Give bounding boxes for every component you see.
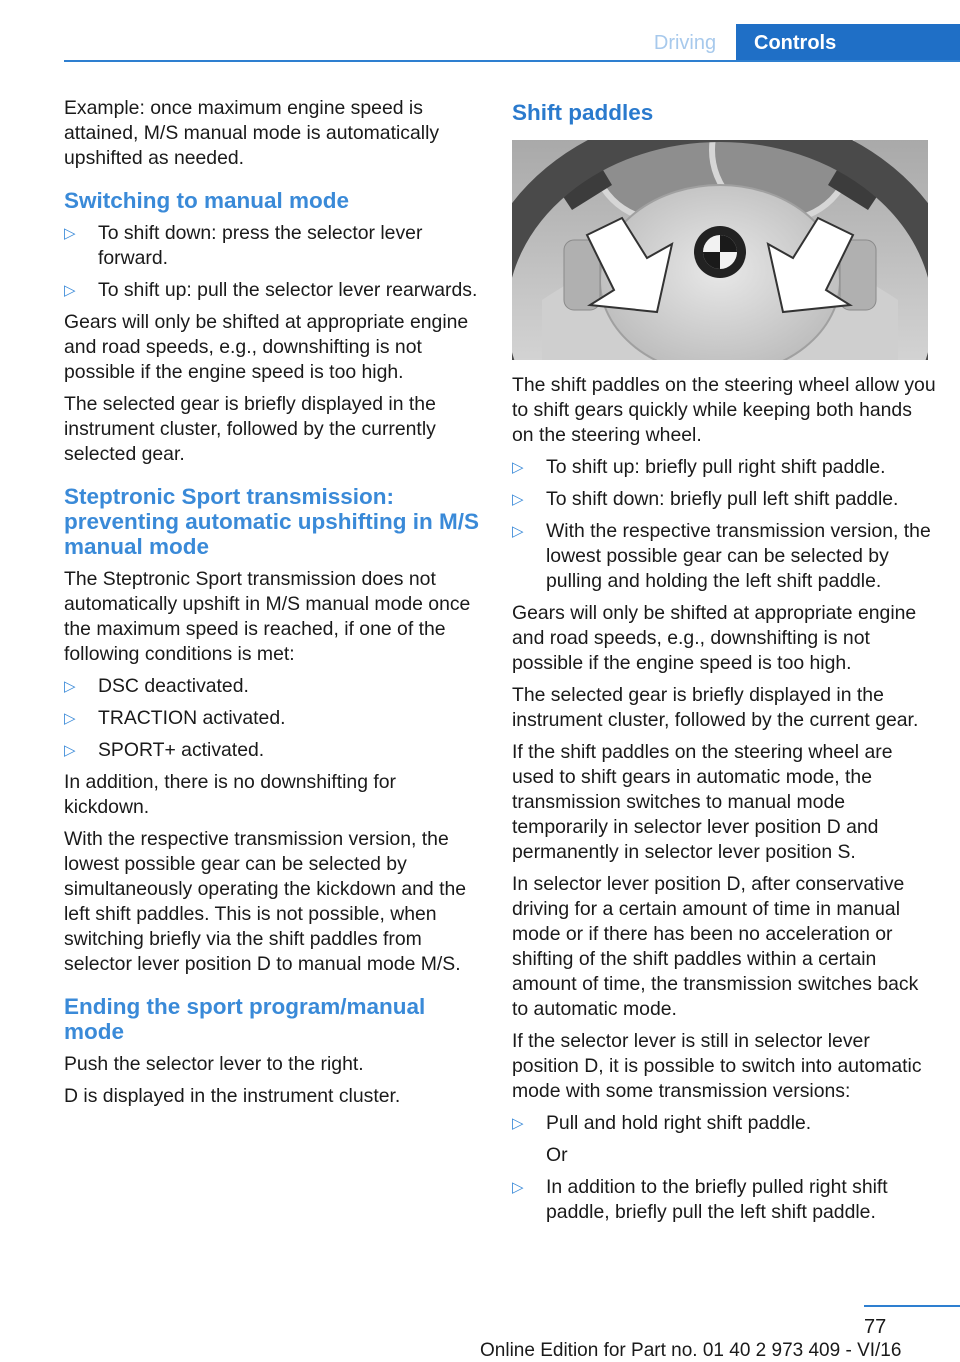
shift-paddles-paragraph-1: The shift paddles on the steering wheel allow you to shift gears quickly while keeping both hands on the steering wheel. bbox=[512, 374, 936, 446]
list-item: ▷ Pull and hold right shift paddle. Or bbox=[512, 1111, 936, 1168]
shift-paddles-list bbox=[512, 455, 936, 594]
footer-rule bbox=[864, 1305, 960, 1307]
triangle-bullet-icon: ▷ bbox=[512, 459, 524, 476]
shift-paddles-paragraph-6: If the selector lever is still in selector lever position D, it is possible to switch into automatic mode with some transmission versions: bbox=[512, 1030, 922, 1102]
heading-ending-sport-program: Ending the sport program/manual mode bbox=[64, 994, 426, 1044]
triangle-bullet-icon: ▷ bbox=[512, 491, 524, 508]
list-item: ▷ TRACTION activated. bbox=[64, 707, 286, 729]
steptronic-paragraph-3: With the respective transmission version, the lowest possible gear can be selected by simultaneously operating the kickdown and the left shift paddles. This is not possible, when switching briefly via the shift paddles from selector lever position D to manual mode M/S. bbox=[64, 828, 467, 975]
list-item: ▷ To shift down: briefly pull left shift paddle. bbox=[512, 488, 899, 510]
shift-paddles-paragraph-3: The selected gear is briefly displayed in the instrument cluster, followed by the current gear. bbox=[512, 684, 919, 731]
triangle-bullet-icon: ▷ bbox=[64, 282, 76, 299]
triangle-bullet-icon: ▷ bbox=[64, 678, 76, 695]
header-chapter-tab: Controls bbox=[736, 24, 960, 62]
shift-paddles-paragraph-5: In selector lever position D, after conservative driving for a certain amount of time in manual mode or if there has been no acceleration or shifting of the shift paddles within a certain amount of time, the transmission switches back to automatic mode. bbox=[512, 873, 919, 1020]
list-item: ▷ In addition to the briefly pulled right shift paddle, briefly pull the left shift paddle. bbox=[512, 1176, 888, 1223]
list-item: ▷ To shift up: briefly pull right shift paddle. bbox=[512, 456, 886, 478]
steering-wheel-illustration bbox=[512, 140, 928, 360]
heading-steptronic-sport: Steptronic Sport transmission: preventing automatic upshifting in M/S manual mode bbox=[64, 484, 480, 559]
list-item: ▷ DSC deactivated. bbox=[64, 675, 249, 697]
manual-mode-paragraph-2: The selected gear is briefly displayed in the instrument cluster, followed by the currently selected gear. bbox=[64, 393, 436, 465]
triangle-bullet-icon: ▷ bbox=[512, 523, 524, 540]
heading-switching-manual-mode: Switching to manual mode bbox=[64, 188, 350, 213]
list-item-or: Or bbox=[546, 1144, 568, 1166]
triangle-bullet-icon: ▷ bbox=[512, 1115, 524, 1132]
list-item: ▷ To shift down: press the selector lever forward. bbox=[64, 222, 423, 269]
steptronic-conditions-list bbox=[64, 674, 482, 763]
manual-mode-list bbox=[64, 221, 482, 303]
intro-paragraph: Example: once maximum engine speed is attained, M/S manual mode is automatically upshifted as needed. bbox=[64, 97, 440, 169]
steptronic-paragraph-2: In addition, there is no downshifting for kickdown. bbox=[64, 771, 396, 818]
left-column bbox=[64, 96, 482, 1116]
shift-paddles-paragraph-4: If the shift paddles on the steering wheel are used to shift gears in automatic mode, the transmission switches to manual mode temporarily in selector lever position D and permanently in selector lever position S. bbox=[512, 741, 893, 863]
steptronic-paragraph-1: The Steptronic Sport transmission does not automatically upshift in M/S manual mode once the maximum speed is reached, if one of the following conditions is met: bbox=[64, 568, 471, 665]
triangle-bullet-icon: ▷ bbox=[64, 710, 76, 727]
automatic-mode-list bbox=[512, 1111, 936, 1225]
list-item: ▷ With the respective transmission version, the lowest possible gear can be selected by pulling and holding the left shift paddle. bbox=[512, 520, 931, 592]
triangle-bullet-icon: ▷ bbox=[512, 1179, 524, 1196]
list-item: ▷ To shift up: pull the selector lever rearwards. bbox=[64, 279, 478, 301]
header-section-tab: Driving bbox=[653, 32, 717, 54]
manual-mode-paragraph-1: Gears will only be shifted at appropriate engine and road speeds, e.g., downshifting is not possible if the engine speed is too high. bbox=[64, 311, 469, 383]
triangle-bullet-icon: ▷ bbox=[64, 225, 76, 242]
page-number: 77 bbox=[864, 1316, 887, 1338]
shift-paddles-paragraph-2: Gears will only be shifted at appropriate engine and road speeds, e.g., downshifting is not possible if the engine speed is too high. bbox=[512, 602, 917, 674]
right-column bbox=[512, 96, 936, 1232]
steering-wheel-figure bbox=[512, 140, 928, 360]
ending-paragraph-1: Push the selector lever to the right. bbox=[64, 1053, 364, 1075]
triangle-bullet-icon: ▷ bbox=[64, 742, 76, 759]
online-edition-note: Online Edition for Part no. 01 40 2 973 409 - VI/16 bbox=[480, 1340, 902, 1361]
heading-shift-paddles: Shift paddles bbox=[512, 100, 654, 125]
header-rule bbox=[64, 60, 960, 62]
ending-paragraph-2: D is displayed in the instrument cluster. bbox=[64, 1085, 401, 1107]
list-item: ▷ SPORT+ activated. bbox=[64, 739, 265, 761]
